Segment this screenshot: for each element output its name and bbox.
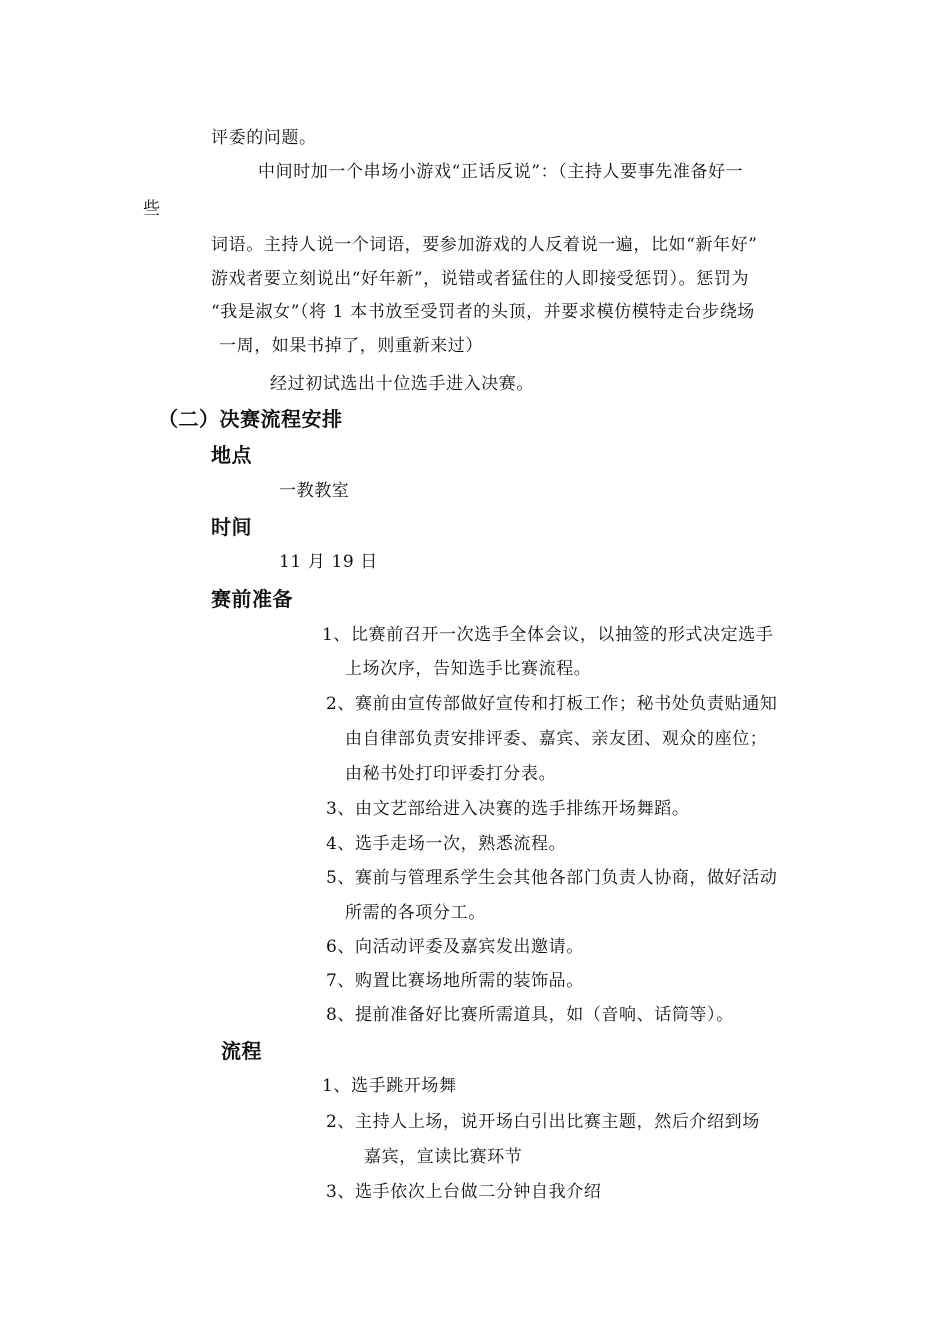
flow-line: 嘉宾，宣读比赛环节 [364,1147,523,1167]
intro-line-4: 词语。主持人说一个词语，要参加游戏的人反着说一遍，比如“新年好” [211,235,758,255]
prep-line: 5、赛前与管理系学生会其他各部门负责人协商，做好活动 [326,868,778,888]
intro-line-1: 评委的问题。 [211,128,317,148]
prep-line: 8、提前准备好比赛所需道具，如（音响、话筒等）。 [326,1005,734,1025]
time-value: 11 月 19 日 [279,552,378,572]
prep-line: 由秘书处打印评委打分表。 [345,764,557,784]
prep-line: 3、由文艺部给进入决赛的选手排练开场舞蹈。 [326,799,690,819]
prep-line: 4、选手走场一次，熟悉流程。 [326,834,567,854]
prep-line: 1、比赛前召开一次选手全体会议，以抽签的形式决定选手 [322,625,774,645]
intro-line-5: 游戏者要立刻说出“好年新”，说错或者猛住的人即接受惩罚）。惩罚为 [211,269,750,289]
flow-line: 2、主持人上场，说开场白引出比赛主题，然后介绍到场 [326,1112,760,1132]
prep-line: 7、购置比赛场地所需的装饰品。 [326,971,584,991]
prep-line: 上场次序，告知选手比赛流程。 [345,659,592,679]
intro-line-6: “我是淑女”（将 1 本书放至受罚者的头顶，并要求模仿模特走台步绕场 [211,302,755,322]
location-value: 一教教室 [279,481,350,501]
location-heading: 地点 [211,443,252,467]
intro-line-3: 些 [143,199,161,219]
time-heading: 时间 [211,515,252,539]
intro-line-8: 经过初试选出十位选手进入决赛。 [270,374,534,394]
flow-heading: 流程 [221,1039,262,1063]
prep-line: 由自律部负责安排评委、嘉宾、亲友团、观众的座位； [345,729,768,749]
prep-heading: 赛前准备 [211,587,293,611]
intro-line-7: 一周，如果书掉了，则重新来过） [219,336,483,356]
flow-line: 1、选手跳开场舞 [322,1076,457,1096]
prep-line: 2、赛前由宣传部做好宣传和打板工作；秘书处负责贴通知 [326,694,778,714]
section-title: （二）决赛流程安排 [158,407,343,431]
flow-line: 3、选手依次上台做二分钟自我介绍 [326,1182,602,1202]
intro-line-2: 中间时加一个串场小游戏“正话反说”：（主持人要事先准备好一 [258,162,744,182]
prep-line: 6、向活动评委及嘉宾发出邀请。 [326,937,584,957]
prep-line: 所需的各项分工。 [345,903,486,923]
